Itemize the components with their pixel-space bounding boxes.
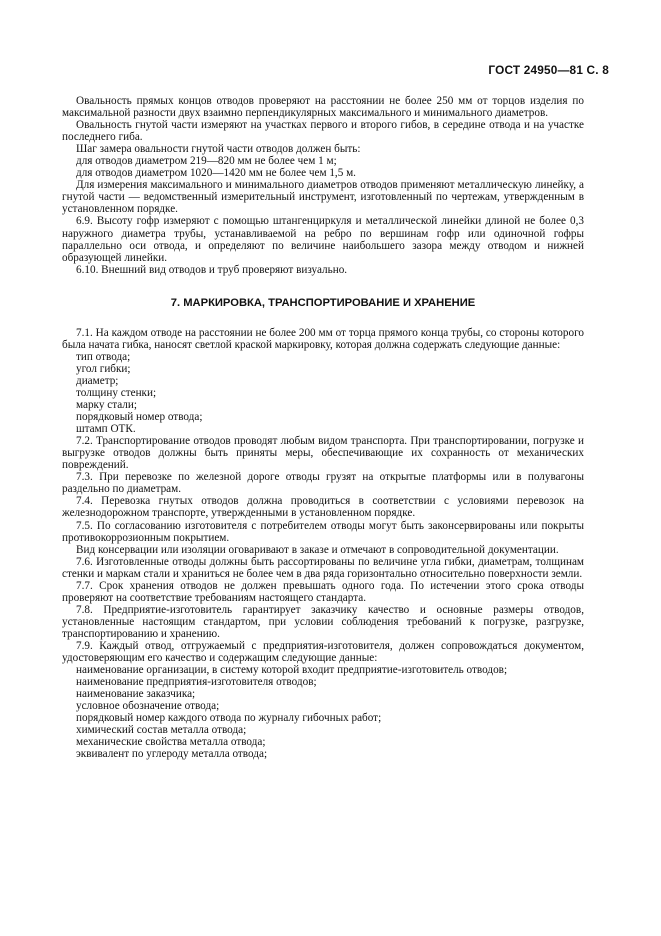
list-item: диаметр; <box>76 374 119 387</box>
paragraph-7-6: 7.6. Изготовленные отводы должны быть рассортированы по величине угла гибки, диаметрам, толщинам стенки и маркам стали и храниться не более чем в два ряда горизонтально относительно поверхности земли. <box>62 555 584 580</box>
list-item: порядковый номер каждого отвода по журналу гибочных работ; <box>76 712 382 725</box>
paragraph-7-7: 7.7. Срок хранения отводов не должен превышать одного года. По истечении этого срока отводы проверяют на соответствие требованиям настоящего стандарта. <box>62 579 584 604</box>
paragraph-7-3: 7.3. При перевозке по железной дороге отводы грузят на открытые платформы или в полувагоны раздельно по диаметрам. <box>62 471 584 496</box>
list-item: для отводов диаметром 219—820 мм не более чем 1 м; <box>76 155 337 168</box>
paragraph-7-2: 7.2. Транспортирование отводов проводят любым видом транспорта. При транспортировании, погрузке и выгрузке отводов должны быть приняты меры, обеспечивающие их сохранность от механических повреждений. <box>62 435 584 472</box>
list-item: эквивалент по углероду металла отвода; <box>76 748 268 761</box>
list-item: наименование заказчика; <box>76 688 196 701</box>
paragraph-ovality-straight-ends: Овальность прямых концов отводов проверяют на расстоянии не более 250 мм от торцов изделия по максимальной разности двух взаимно перпендикулярных максимального и минимального диаметров. <box>62 95 584 120</box>
paragraph-7-4: 7.4. Перевозка гнутых отводов должна проводиться в соответствии с условиями перевозок на железнодорожном транспорте, утвержденными в установленном порядке. <box>62 495 584 520</box>
paragraph-measurement-step: Шаг замера овальности гнутой части отводов должен быть: <box>76 143 361 156</box>
list-item: толщину стенки; <box>76 386 157 399</box>
list-item: угол гибки; <box>76 362 131 375</box>
document-body <box>62 95 584 760</box>
list-item: условное обозначение отвода; <box>76 700 220 713</box>
list-item: тип отвода; <box>76 350 131 363</box>
list-item: штамп ОТК. <box>76 423 136 436</box>
list-item: химический состав металла отвода; <box>76 724 247 737</box>
page-header: ГОСТ 24950—81 С. 8 <box>488 63 609 77</box>
paragraph-7-8: 7.8. Предприятие-изготовитель гарантирует заказчику качество и основные размеры отводов, установленные настоящим стандартом, при условии соблюдения требований к погрузке, разгрузке, транспортированию и хранению. <box>62 603 584 640</box>
list-item: механические свойства металла отвода; <box>76 736 266 749</box>
paragraph-6-9: 6.9. Высоту гофр измеряют с помощью штангенциркуля и металлической линейки длиной не более 0,3 наружного диаметра трубы, устанавливаемой на ребро по вершинам гофр или одиночной гофры параллельно оси отвода, и определяют по величине наибольшего зазора между отводом и нижней образующей линейки. <box>62 215 584 264</box>
paragraph-7-5-conservation: Вид консервации или изоляции оговаривают в заказе и отмечают в сопроводительной документации. <box>76 543 559 556</box>
paragraph-measuring-tools: Для измерения максимального и минимального диаметров отводов применяют металлическую линейку, а гнутой части — ведомственный измерительный инструмент, изготовленный по чертежам, утвержденным в установленном порядке. <box>62 179 584 216</box>
section-title: 7. МАРКИРОВКА, ТРАНСПОРТИРОВАНИЕ И ХРАНЕНИЕ <box>170 296 476 309</box>
list-item: наименование предприятия-изготовителя отводов; <box>76 676 317 689</box>
paragraph-7-5: 7.5. По согласованию изготовителя с потребителем отводы могут быть законсервированы или покрыты противокоррозионным покрытием. <box>62 519 584 544</box>
list-item: порядковый номер отвода; <box>76 411 203 424</box>
list-item: наименование организации, в систему которой входит предприятие-изготовитель отводов; <box>76 664 508 677</box>
list-item: для отводов диаметром 1020—1420 мм не более чем 1,5 м. <box>76 167 356 180</box>
list-item: марку стали; <box>76 399 137 412</box>
paragraph-ovality-bent-part: Овальность гнутой части измеряют на участках первого и второго гибов, в середине отвода и на участке последнего гиба. <box>62 119 584 144</box>
paragraph-6-10: 6.10. Внешний вид отводов и труб проверяют визуально. <box>76 263 348 276</box>
paragraph-7-1: 7.1. На каждом отводе на расстоянии не более 200 мм от торца прямого конца трубы, со стороны которого была начата гибка, наносят светлой краской маркировку, которая должна содержать следующие данные: <box>62 326 584 351</box>
paragraph-7-9: 7.9. Каждый отвод, отгружаемый с предприятия-изготовителя, должен сопровождаться документом, удостоверяющим его качество и содержащим следующие данные: <box>62 639 584 665</box>
